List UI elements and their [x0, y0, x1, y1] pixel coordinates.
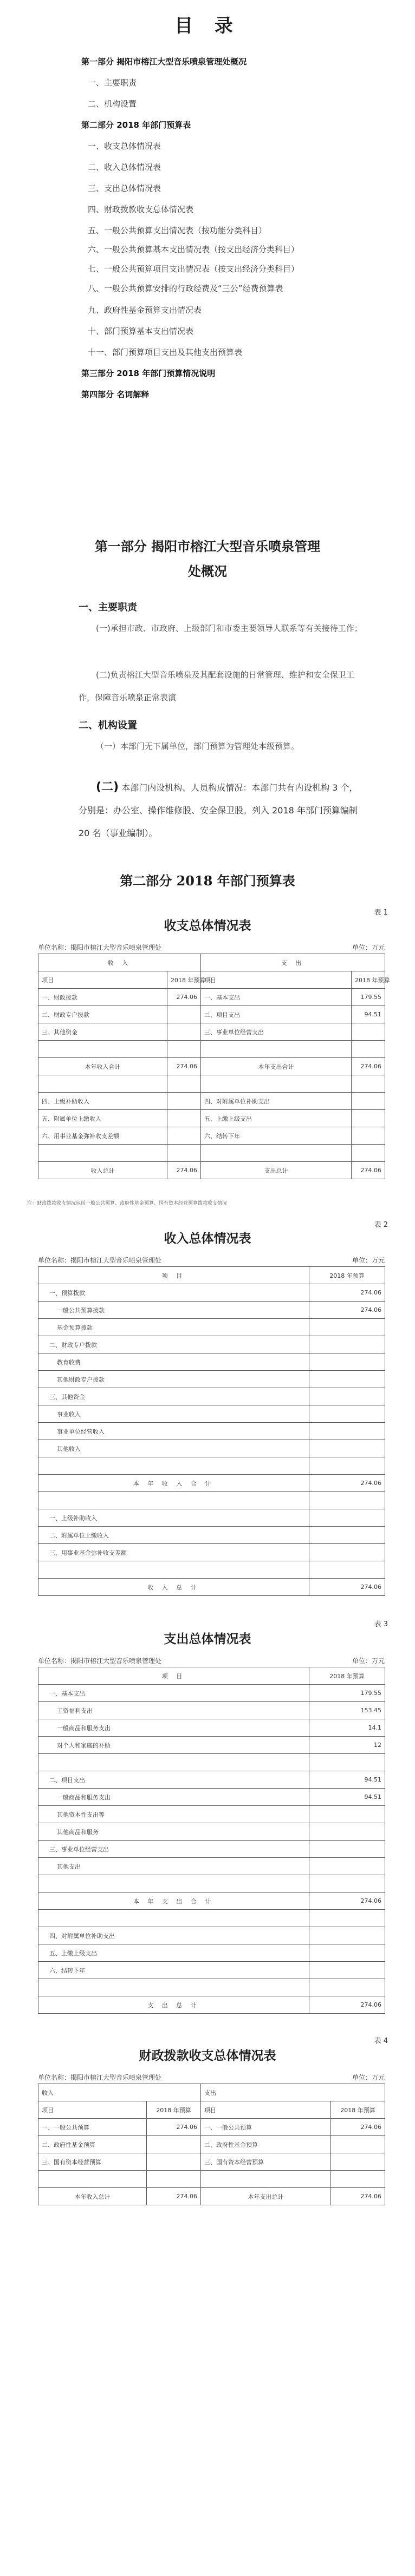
table4-header-income: 收入: [38, 2084, 201, 2101]
table-row: [38, 1058, 385, 1075]
table3-unit-name: 单位名称：揭阳市榕江大型音乐喷泉管理处: [38, 1657, 162, 1665]
table-row: [38, 1875, 385, 1892]
table3-col-budget: 2018 年预算: [309, 1667, 385, 1685]
table-row: [38, 1405, 385, 1423]
table-cell-amount: [309, 1336, 385, 1353]
table-cell-item: 收入总计: [38, 1162, 167, 1179]
table1-unit-row: [38, 943, 385, 952]
org-paragraph-1: （一）本部门无下属单位，部门预算为管理处本级预算。: [96, 741, 300, 751]
table1-income-expense: [38, 954, 390, 1179]
table-cell-item: [38, 1754, 309, 1771]
table-cell-item: 五、附属单位上缴收入: [38, 1110, 167, 1127]
table-cell-item: 工资福利支出: [38, 1702, 309, 1719]
toc-entry: 第一部分 揭阳市榕江大型音乐喷泉管理处概况: [81, 57, 247, 67]
table4-number: 表 4: [374, 2037, 388, 2045]
table1-col-item-expense: 项目: [201, 971, 352, 989]
table-cell-item: 四、对附属单位补助支出: [201, 1093, 352, 1110]
table-cell-amount: 12: [309, 1737, 385, 1754]
toc-title: 目 录: [174, 15, 241, 37]
table-cell-item: 二、政府性基金预算: [38, 2136, 147, 2153]
table-cell-amount: 274.06: [167, 989, 201, 1006]
table-row: [38, 1823, 385, 1841]
duties-paragraph-2: (二)负责榕江大型音乐喷泉及其配套设施的日常管理、维护和安全保卫工作，保障音乐喷泉正常表演: [79, 670, 354, 702]
table-cell-item: 一般公共预算拨款: [38, 1302, 309, 1319]
table-row: [38, 1719, 385, 1737]
table3-col-item: 项 目: [38, 1667, 309, 1685]
table-row: [38, 1979, 385, 1996]
table-cell-item: 四、上级补助收入: [38, 1093, 167, 1110]
table-cell-amount: [309, 1509, 385, 1527]
table-row: [38, 1075, 385, 1093]
table1-col-budget-expense: 2018 年预算: [352, 971, 385, 989]
toc-entry: 十一、部门预算项目支出及其他支出预算表: [88, 347, 243, 357]
table-row: [38, 1771, 385, 1789]
table1-header-income: 收 入: [38, 954, 201, 971]
table1-unit: 单位：万元: [352, 944, 385, 951]
table-row: [38, 1457, 385, 1475]
table-cell-item: 其他商品和服务: [38, 1823, 309, 1841]
table1-note: 注：财政拨款收支情况包括一般公共预算、政府性基金预算、国有资本经营预算拨款收支情况: [27, 1201, 228, 1206]
table2-title: 收入总体情况表: [164, 1231, 251, 1246]
table-row: [38, 1927, 385, 1944]
table-row: [38, 1806, 385, 1823]
table-cell-item: 五、上缴上级支出: [201, 1110, 352, 1127]
toc-entry: 二、收入总体情况表: [88, 162, 161, 172]
table-cell-amount: [309, 1405, 385, 1423]
table-cell-item: 本 年 收 入 合 计: [38, 1475, 309, 1492]
table-row: [38, 1685, 385, 1702]
table-cell-amount: [167, 1127, 201, 1145]
table-cell-item: 本年支出总计: [201, 2188, 331, 2205]
table-cell-amount: 274.06: [331, 2188, 385, 2205]
table-cell-amount: 274.06: [309, 1579, 385, 1596]
table-row: [38, 1093, 385, 1110]
table-row: [38, 1162, 385, 1179]
table2-unit-row: [38, 1256, 385, 1265]
table-cell-item: [38, 1561, 309, 1579]
table-row: [38, 2119, 385, 2136]
table-cell-amount: 274.06: [167, 1058, 201, 1075]
table-cell-amount: 179.55: [309, 1685, 385, 1702]
table-row: [38, 1910, 385, 1927]
table-cell-amount: [309, 1544, 385, 1561]
table-cell-item: 二、财政专户拨款: [38, 1006, 167, 1023]
table-row: [38, 1527, 385, 1544]
table3-number: 表 3: [374, 1620, 388, 1628]
table-cell-item: 三、国有资本经营预算: [201, 2153, 331, 2171]
org-paragraph-2: [79, 776, 366, 845]
table-cell-amount: 274.06: [352, 1162, 385, 1179]
table-cell-amount: 274.06: [331, 2119, 385, 2136]
section-org-setup: 二、机构设置: [79, 720, 137, 731]
table-row: [38, 1892, 385, 1910]
table-cell-item: 本年支出合计: [201, 1058, 352, 1075]
toc-entry: 第三部分 2018 年部门预算情况说明: [81, 369, 216, 378]
table-cell-amount: 274.06: [352, 1058, 385, 1075]
org-paragraph-2-lead: (二): [96, 780, 119, 794]
table-cell-item: 一、上级补助收入: [38, 1509, 309, 1527]
table-row: [38, 1145, 385, 1162]
table4-fiscal-appropriation: [38, 2084, 385, 2205]
table-cell-amount: [309, 1440, 385, 1457]
table-cell-amount: 274.06: [309, 1892, 385, 1910]
table-cell-item: 一、财政拨款: [38, 989, 167, 1006]
table-cell-amount: [352, 1093, 385, 1110]
table-cell-item: 三、其他资金: [38, 1023, 167, 1041]
table-cell-item: 六、用事业基金弥补收支差额: [38, 1127, 167, 1145]
table-cell-item: 一、基本支出: [201, 989, 352, 1006]
table-cell-amount: [309, 1457, 385, 1475]
table4-unit-name: 单位名称：揭阳市榕江大型音乐喷泉管理处: [38, 2074, 162, 2081]
table-cell-item: [38, 1457, 309, 1475]
table-cell-amount: [352, 1075, 385, 1093]
table-cell-amount: [309, 1527, 385, 1544]
table-cell-amount: 94.51: [352, 1006, 385, 1023]
table-cell-amount: [352, 1041, 385, 1058]
table-cell-item: 其他财政专户拨款: [38, 1371, 309, 1388]
table4-col-item-expense: 项目: [201, 2101, 331, 2119]
table-cell-item: 支 出 总 计: [38, 1996, 309, 2014]
table-row: [38, 1754, 385, 1771]
table-cell-item: 五、上缴上级支出: [38, 1944, 309, 1962]
table-cell-item: [38, 1910, 309, 1927]
table1-col-item-income: 项目: [38, 971, 167, 989]
table-cell-item: 一般商品和服务支出: [38, 1719, 309, 1737]
table-cell-item: [38, 1075, 167, 1093]
toc-entry: 一、收支总体情况表: [88, 141, 161, 151]
table-cell-item: [201, 1145, 352, 1162]
table-cell-item: [38, 2171, 147, 2188]
org-paragraph-2-text: 本部门内设机构、人员构成情况：本部门共有内设机构 3 个，分别是：办公室、操作维修股、安全保卫股。列入 2018 年部门预算编制 20 名（事业编制）。: [79, 783, 358, 838]
table-row: [38, 1284, 385, 1302]
toc-entry: 九、政府性基金预算支出情况表: [88, 305, 202, 315]
table-cell-item: 本年收入合计: [38, 1058, 167, 1075]
table-cell-item: 一、一般公共预算: [38, 2119, 147, 2136]
table-cell-amount: [309, 1423, 385, 1440]
table1-title: 收支总体情况表: [164, 918, 251, 933]
table4-title: 财政拨款收支总体情况表: [139, 2048, 276, 2063]
table-row: [38, 1944, 385, 1962]
table-cell-amount: [309, 1858, 385, 1875]
toc-entry: 三、支出总体情况表: [88, 183, 161, 193]
table-row: [38, 1388, 385, 1405]
table-cell-amount: [309, 1979, 385, 1996]
table-row: [38, 1962, 385, 1979]
table1-number: 表 1: [374, 909, 388, 917]
table-cell-item: [38, 1979, 309, 1996]
table-cell-amount: 274.06: [309, 1284, 385, 1302]
table-of-contents: [81, 51, 385, 405]
table-cell-item: 本 年 支 出 合 计: [38, 1892, 309, 1910]
table-cell-item: 本年收入总计: [38, 2188, 147, 2205]
table3-unit-row: [38, 1656, 385, 1665]
duties-paragraph-1: (一)承担市政、市政府、上级部门和市委主要领导人联系等有关接待工作；: [96, 623, 362, 633]
table-cell-amount: [309, 1561, 385, 1579]
table-cell-amount: [309, 1319, 385, 1336]
table-cell-amount: 94.51: [309, 1771, 385, 1789]
table-cell-item: 一般商品和服务支出: [38, 1789, 309, 1806]
table-row: [38, 1492, 385, 1509]
toc-entry: 五、一般公共预算支出情况表（按功能分类科目）: [88, 226, 267, 235]
table-row: [38, 1023, 385, 1041]
table-cell-item: 三、国有资本经营预算: [38, 2153, 147, 2171]
table-cell-item: 六、结转下年: [201, 1127, 352, 1145]
table-row: [38, 1996, 385, 2014]
table2-unit-name: 单位名称：揭阳市榕江大型音乐喷泉管理处: [38, 1257, 162, 1264]
table4-unit: 单位：万元: [352, 2074, 385, 2081]
table-cell-amount: [352, 1127, 385, 1145]
table-cell-amount: [331, 2171, 385, 2188]
table-cell-item: [38, 1145, 167, 1162]
toc-entry: 八、一般公共预算安排的行政经费及“三公”经费预算表: [88, 284, 283, 293]
table-cell-amount: [309, 1492, 385, 1509]
table-row: [38, 1127, 385, 1145]
table-cell-amount: [167, 1023, 201, 1041]
table-cell-amount: 274.06: [309, 1996, 385, 2014]
table3-title: 支出总体情况表: [164, 1632, 251, 1646]
toc-entry: 六、一般公共预算基本支出情况表（按支出经济分类科目）: [88, 245, 300, 254]
table-row: [38, 1440, 385, 1457]
table-cell-item: [38, 1492, 309, 1509]
table-cell-amount: [309, 1371, 385, 1388]
table-cell-item: 二、政府性基金预算: [201, 2136, 331, 2153]
table-cell-amount: [309, 1388, 385, 1405]
table-row: [38, 1509, 385, 1527]
table2-col-budget: 2018 年预算: [309, 1267, 385, 1284]
table-cell-amount: [309, 1353, 385, 1371]
table-row: [38, 1475, 385, 1492]
table-cell-amount: [352, 1023, 385, 1041]
table-cell-amount: 14.1: [309, 1719, 385, 1737]
table-row: [38, 1006, 385, 1023]
table-cell-amount: [167, 1093, 201, 1110]
table-cell-amount: [147, 2171, 201, 2188]
table-cell-item: 其他收入: [38, 1440, 309, 1457]
table2-col-item: 项 目: [38, 1267, 309, 1284]
table-cell-item: 三、事业单位经营支出: [38, 1841, 309, 1858]
table-cell-amount: 274.06: [147, 2188, 201, 2205]
table-cell-amount: [167, 1145, 201, 1162]
table-cell-item: 三、事业单位经营支出: [201, 1023, 352, 1041]
table-cell-item: 二、财政专户拨款: [38, 1336, 309, 1353]
table4-col-budget-income: 2018 年预算: [147, 2101, 201, 2119]
toc-entry: 四、财政拨款收支总体情况表: [88, 205, 194, 214]
table-cell-amount: [352, 1110, 385, 1127]
table-cell-item: 二、项目支出: [38, 1771, 309, 1789]
table-row: [38, 1353, 385, 1371]
table-cell-item: [201, 2171, 331, 2188]
table-cell-amount: [309, 1875, 385, 1892]
table-cell-amount: 274.06: [167, 1162, 201, 1179]
toc-entry: 七、一般公共预算项目支出情况表（按支出经济分类科目）: [88, 264, 300, 274]
table-cell-item: 对个人和家庭的补助: [38, 1737, 309, 1754]
part1-title: 第一部分 揭阳市榕江大型音乐喷泉管理: [94, 538, 321, 554]
table-cell-item: 其他资本性支出等: [38, 1806, 309, 1823]
table-cell-amount: [309, 1944, 385, 1962]
toc-entry: 一、主要职责: [88, 78, 137, 88]
table-cell-item: 收 入 总 计: [38, 1579, 309, 1596]
part1-title-line2: 处概况: [188, 563, 227, 579]
part2-title: 第二部分 2018 年部门预算表: [120, 873, 295, 889]
table-cell-amount: [309, 1841, 385, 1858]
table3-expense: [38, 1667, 385, 2014]
table-cell-item: 其他支出: [38, 1858, 309, 1875]
table-cell-item: 三、用事业基金弥补收支差额: [38, 1544, 309, 1561]
table-row: [38, 2171, 385, 2188]
table2-unit: 单位：万元: [352, 1257, 385, 1264]
table-row: [38, 1302, 385, 1319]
table-cell-item: 支出总计: [201, 1162, 352, 1179]
table-cell-amount: [309, 1823, 385, 1841]
table-cell-item: 二、附属单位上缴收入: [38, 1527, 309, 1544]
table-cell-amount: [309, 1754, 385, 1771]
table3-unit: 单位：万元: [352, 1657, 385, 1665]
table-cell-amount: [147, 2136, 201, 2153]
table-cell-amount: 274.06: [309, 1302, 385, 1319]
table-cell-item: 六、结转下年: [38, 1962, 309, 1979]
toc-entry: 第二部分 2018 年部门预算表: [81, 120, 191, 130]
table-cell-amount: [331, 2136, 385, 2153]
table-row: [38, 1737, 385, 1754]
table-cell-item: [38, 1041, 167, 1058]
table-cell-amount: [167, 1110, 201, 1127]
table-cell-amount: 274.06: [147, 2119, 201, 2136]
table-cell-amount: [309, 1927, 385, 1944]
table-cell-item: 教育收费: [38, 1353, 309, 1371]
table-cell-amount: [147, 2153, 201, 2171]
table-cell-amount: [309, 1962, 385, 1979]
table4-header-expense: 支出: [201, 2084, 385, 2101]
table-cell-amount: 153.45: [309, 1702, 385, 1719]
table-cell-amount: [331, 2153, 385, 2171]
toc-entry: 十、部门预算基本支出情况表: [88, 326, 194, 336]
table-row: [38, 989, 385, 1006]
table-row: [38, 2188, 385, 2205]
table4-col-budget-expense: 2018 年预算: [331, 2101, 385, 2119]
table-cell-item: [201, 1075, 352, 1093]
table-cell-item: 二、项目支出: [201, 1006, 352, 1023]
table-cell-amount: [309, 1806, 385, 1823]
table-row: [38, 2136, 385, 2153]
table-row: [38, 1544, 385, 1561]
toc-entry: 二、机构设置: [88, 99, 137, 109]
table-cell-amount: [352, 1145, 385, 1162]
table-row: [38, 1858, 385, 1875]
table4-unit-row: [38, 2073, 385, 2082]
table-row: [38, 1841, 385, 1858]
table-cell-item: 一、预算拨款: [38, 1284, 309, 1302]
table-row: [38, 1319, 385, 1336]
table-row: [38, 1702, 385, 1719]
table-cell-item: [38, 1875, 309, 1892]
table-row: [38, 1371, 385, 1388]
table-cell-amount: 274.06: [309, 1475, 385, 1492]
table2-income: [38, 1266, 385, 1596]
table-cell-amount: 179.55: [352, 989, 385, 1006]
table-row: [38, 2153, 385, 2171]
table-row: [38, 1110, 385, 1127]
table-row: [38, 1579, 385, 1596]
table-cell-amount: [167, 1006, 201, 1023]
table4-col-item-income: 项目: [38, 2101, 147, 2119]
table-row: [38, 1789, 385, 1806]
table-row: [38, 1423, 385, 1440]
table-cell-item: [201, 1041, 352, 1058]
toc-entry: 第四部分 名词解释: [81, 390, 150, 399]
table-row: [38, 1336, 385, 1353]
section-main-duties: 一、主要职责: [79, 602, 137, 613]
table2-number: 表 2: [374, 1221, 388, 1229]
table-cell-item: 一、基本支出: [38, 1685, 309, 1702]
table1-header-expense: 支 出: [201, 954, 385, 971]
table-cell-item: 三、其他资金: [38, 1388, 309, 1405]
table-cell-amount: [167, 1075, 201, 1093]
table1-unit-name: 单位名称：揭阳市榕江大型音乐喷泉管理处: [38, 944, 162, 951]
table-cell-amount: [309, 1910, 385, 1927]
table-cell-item: 事业单位经营收入: [38, 1423, 309, 1440]
table-cell-amount: [167, 1041, 201, 1058]
table1-col-budget-income: 2018 年预算: [167, 971, 201, 989]
table-row: [38, 1041, 385, 1058]
table-cell-item: 事业收入: [38, 1405, 309, 1423]
table-cell-item: 四、对附属单位补助支出: [38, 1927, 309, 1944]
table-cell-amount: 94.51: [309, 1789, 385, 1806]
table-cell-item: 一、一般公共预算: [201, 2119, 331, 2136]
table-row: [38, 1561, 385, 1579]
table-cell-item: 基金预算拨款: [38, 1319, 309, 1336]
